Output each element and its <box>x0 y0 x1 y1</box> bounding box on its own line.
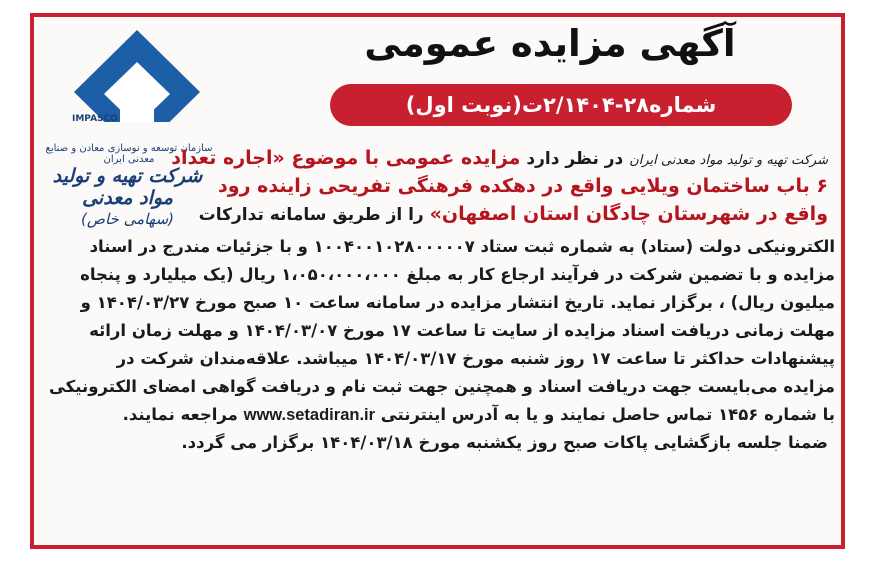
notice-title: آگهی مزایده عمومی <box>364 22 736 65</box>
notice-number: شماره۲۸-۲/۱۴۰۴ت(نوبت اول) <box>405 93 717 117</box>
impasco-diamond-icon <box>50 22 225 142</box>
body-text-fragment: در نظر دارد <box>520 149 630 169</box>
body-line-6: میلیون ریال) ، برگزار نماید. تاریخ انتشار مزایده در سامانه ساعت ۱۰ صبح مورخ ۱۴۰۴/۰۳/۲۷ و <box>80 293 835 312</box>
logo-private-line: (سهامی خاص) <box>80 210 175 228</box>
logo-org-line: سازمان توسعه و نوسازی معادن و صنایع معدنی ایران <box>45 143 213 165</box>
logo-name: IMPASCO <box>72 114 118 124</box>
body-text-fragment: را از طریق سامانه تدارکات <box>198 205 430 225</box>
body-line-5: مزایده و با تضمین شرکت در فرآیند ارجاع کار به مبلغ ۱،۰۵۰،۰۰۰،۰۰۰ ریال (یک میلیارد و پنجاه <box>80 265 835 284</box>
body-text-fragment: مراجعه نمایند. <box>122 405 244 424</box>
body-line-10 <box>45 402 835 428</box>
body-line-4: الکترونیکی دولت (ستاد) به شماره ثبت ستاد ۱۰۰۴۰۰۱۰۲۸۰۰۰۰۰۷ و با جزئیات مندرج در اسناد <box>89 237 835 256</box>
body-line-1 <box>171 144 828 175</box>
setadiran-link[interactable]: www.setadiran.ir <box>243 406 376 424</box>
body-line-11: ضمنا جلسه بازگشایی پاکات صبح روز یکشنبه مورخ ۱۴۰۴/۰۳/۱۸ برگزار می گردد. <box>181 433 828 452</box>
notice-number-banner <box>330 84 792 126</box>
body-line-3 <box>198 200 828 229</box>
subject-bold: مزایده عمومی با موضوع «اجاره تعداد <box>171 147 521 169</box>
logo-company-line: شرکت تهیه و تولید مواد معدنی <box>52 165 203 209</box>
body-line-8: پیشنهادات حداکثر تا ساعت ۱۷ روز شنبه مورخ ۱۴۰۴/۰۳/۱۷ میباشد. علاقه‌مندان شرکت در <box>116 349 835 368</box>
body-line-2: ۶ باب ساختمان ویلایی واقع در دهکده فرهنگی تفریحی زاینده رود <box>218 175 828 197</box>
body-line-7: مهلت زمانی دریافت اسناد مزایده از سایت تا ساعت ۱۷ مورخ ۱۴۰۴/۰۳/۰۷ و مهلت زمان ارائه <box>89 321 835 340</box>
company-name-inline: شرکت تهیه و تولید مواد معدنی ایران <box>629 153 828 168</box>
location-bold: واقع در شهرستان چادگان استان اصفهان» <box>429 203 828 225</box>
body-line-9: مزایده می‌بایست جهت دریافت اسناد و همچنین جهت ثبت نام و دریافت گواهی امضای الکترونیکی <box>48 377 835 396</box>
body-text-fragment: با شماره ۱۴۵۶ تماس حاصل نمایند و یا به آدرس اینترنتی <box>375 405 835 424</box>
